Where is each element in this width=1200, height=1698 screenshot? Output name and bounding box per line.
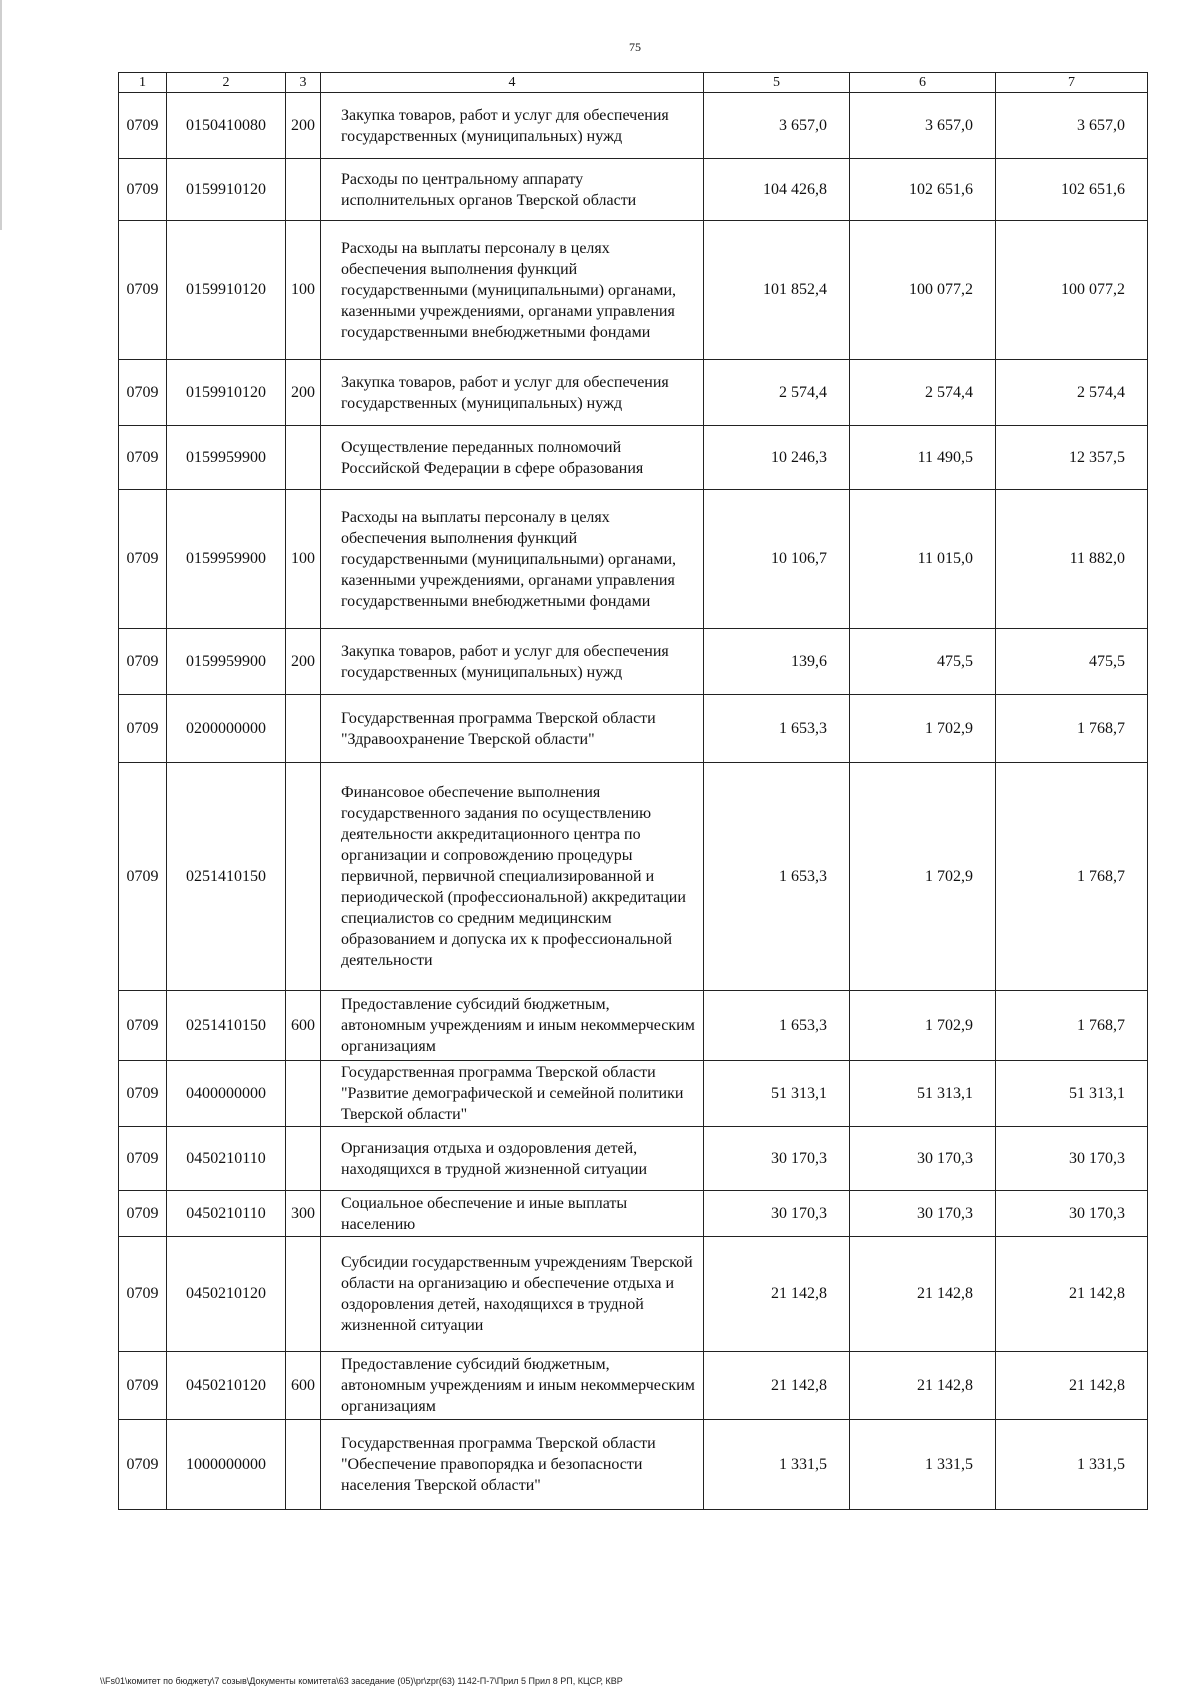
description-cell: Осуществление переданных полномочий Российской Федерации в сфере образования (321, 426, 704, 490)
amount-col7-cell: 102 651,6 (996, 159, 1148, 221)
description-cell: Организация отдыха и оздоровления детей, находящихся в трудной жизненной ситуации (321, 1127, 704, 1191)
expense-type-cell (286, 1420, 321, 1510)
section-cell: 0709 (119, 490, 167, 629)
table-row (119, 1352, 1148, 1420)
amount-col7-cell: 30 170,3 (996, 1191, 1148, 1237)
target-code-cell: 0159910120 (167, 159, 286, 221)
header-row (119, 73, 1148, 93)
section-cell: 0709 (119, 695, 167, 763)
scan-edge-mark (0, 0, 2, 230)
amount-col6-cell: 3 657,0 (850, 93, 996, 159)
expense-type-cell (286, 159, 321, 221)
amount-col6-cell: 1 702,9 (850, 991, 996, 1061)
amount-col7-cell: 11 882,0 (996, 490, 1148, 629)
expense-type-cell (286, 763, 321, 991)
amount-col7-cell: 12 357,5 (996, 426, 1148, 490)
expense-type-cell (286, 1127, 321, 1191)
description-cell: Финансовое обеспечение выполнения государственного задания по осуществлению деятельности аккредитационного центра по организации и сопровождению процедуры первичной, первичной специализированной и периодической (профессиональной) аккредитации специалистов со средним медицинским образованием и допуска их к профессиональной деятельности (321, 763, 704, 991)
expense-type-cell: 200 (286, 93, 321, 159)
amount-col6-cell: 102 651,6 (850, 159, 996, 221)
target-code-cell: 0159959900 (167, 490, 286, 629)
amount-col5-cell: 10 106,7 (704, 490, 850, 629)
target-code-cell: 0450210110 (167, 1127, 286, 1191)
expense-type-cell (286, 695, 321, 763)
amount-col7-cell: 1 768,7 (996, 763, 1148, 991)
description-cell: Закупка товаров, работ и услуг для обеспечения государственных (муниципальных) нужд (321, 360, 704, 426)
amount-col6-cell: 475,5 (850, 629, 996, 695)
table-row (119, 159, 1148, 221)
description-cell: Субсидии государственным учреждениям Тверской области на организацию и обеспечение отдыха и оздоровления детей, находящихся в трудной жизненной ситуации (321, 1237, 704, 1352)
section-cell: 0709 (119, 991, 167, 1061)
header-col-3: 3 (286, 73, 321, 93)
amount-col6-cell: 100 077,2 (850, 221, 996, 360)
amount-col6-cell: 21 142,8 (850, 1352, 996, 1420)
expense-type-cell: 200 (286, 629, 321, 695)
description-cell: Государственная программа Тверской области "Обеспечение правопорядка и безопасности населения Тверской области" (321, 1420, 704, 1510)
description-cell: Закупка товаров, работ и услуг для обеспечения государственных (муниципальных) нужд (321, 629, 704, 695)
amount-col6-cell: 1 702,9 (850, 763, 996, 991)
expense-type-cell: 200 (286, 360, 321, 426)
table-row (119, 1127, 1148, 1191)
amount-col7-cell: 1 331,5 (996, 1420, 1148, 1510)
amount-col5-cell: 10 246,3 (704, 426, 850, 490)
amount-col5-cell: 101 852,4 (704, 221, 850, 360)
header-col-2: 2 (167, 73, 286, 93)
amount-col6-cell: 21 142,8 (850, 1237, 996, 1352)
section-cell: 0709 (119, 629, 167, 695)
target-code-cell: 1000000000 (167, 1420, 286, 1510)
section-cell: 0709 (119, 159, 167, 221)
expense-type-cell: 600 (286, 991, 321, 1061)
header-col-5: 5 (704, 73, 850, 93)
header-col-6: 6 (850, 73, 996, 93)
table-row (119, 426, 1148, 490)
target-code-cell: 0450210110 (167, 1191, 286, 1237)
description-cell: Предоставление субсидий бюджетным, автономным учреждениям и иным некоммерческим организациям (321, 991, 704, 1061)
amount-col7-cell: 475,5 (996, 629, 1148, 695)
amount-col5-cell: 30 170,3 (704, 1191, 850, 1237)
amount-col7-cell: 30 170,3 (996, 1127, 1148, 1191)
amount-col6-cell: 1 702,9 (850, 695, 996, 763)
amount-col5-cell: 21 142,8 (704, 1237, 850, 1352)
amount-col7-cell: 2 574,4 (996, 360, 1148, 426)
section-cell: 0709 (119, 1127, 167, 1191)
section-cell: 0709 (119, 93, 167, 159)
amount-col5-cell: 2 574,4 (704, 360, 850, 426)
file-path-footer: \\Fs01\комитет по бюджету\7 созыв\Документы комитета\63 заседание (05)\pr\zpr(63) 1142-П-7\Прил 5 Прил 8 РП, КЦСР, КВР (100, 1676, 623, 1686)
amount-col6-cell: 30 170,3 (850, 1191, 996, 1237)
section-cell: 0709 (119, 1352, 167, 1420)
table-row (119, 490, 1148, 629)
table-row (119, 695, 1148, 763)
amount-col5-cell: 1 653,3 (704, 763, 850, 991)
target-code-cell: 0159910120 (167, 221, 286, 360)
section-cell: 0709 (119, 360, 167, 426)
table-row (119, 93, 1148, 159)
amount-col6-cell: 30 170,3 (850, 1127, 996, 1191)
amount-col7-cell: 1 768,7 (996, 991, 1148, 1061)
table-row (119, 221, 1148, 360)
table-row (119, 629, 1148, 695)
section-cell: 0709 (119, 1420, 167, 1510)
target-code-cell: 0400000000 (167, 1061, 286, 1127)
table-row (119, 1237, 1148, 1352)
amount-col6-cell: 1 331,5 (850, 1420, 996, 1510)
description-cell: Закупка товаров, работ и услуг для обеспечения государственных (муниципальных) нужд (321, 93, 704, 159)
section-cell: 0709 (119, 426, 167, 490)
amount-col5-cell: 1 653,3 (704, 991, 850, 1061)
description-cell: Расходы на выплаты персоналу в целях обеспечения выполнения функций государственными (муниципальными) органами, казенными учреждениями, органами управления государственными внебюджетными фондами (321, 490, 704, 629)
target-code-cell: 0251410150 (167, 763, 286, 991)
target-code-cell: 0159910120 (167, 360, 286, 426)
amount-col5-cell: 51 313,1 (704, 1061, 850, 1127)
amount-col6-cell: 51 313,1 (850, 1061, 996, 1127)
amount-col6-cell: 11 490,5 (850, 426, 996, 490)
target-code-cell: 0450210120 (167, 1237, 286, 1352)
amount-col5-cell: 1 653,3 (704, 695, 850, 763)
section-cell: 0709 (119, 1191, 167, 1237)
amount-col7-cell: 21 142,8 (996, 1237, 1148, 1352)
amount-col5-cell: 30 170,3 (704, 1127, 850, 1191)
table-row (119, 1061, 1148, 1127)
amount-col5-cell: 104 426,8 (704, 159, 850, 221)
amount-col6-cell: 2 574,4 (850, 360, 996, 426)
table-row (119, 360, 1148, 426)
table-row (119, 763, 1148, 991)
amount-col7-cell: 1 768,7 (996, 695, 1148, 763)
expense-type-cell: 100 (286, 221, 321, 360)
header-col-7: 7 (996, 73, 1148, 93)
table-row (119, 1420, 1148, 1510)
expense-type-cell: 100 (286, 490, 321, 629)
budget-table (118, 72, 1148, 1510)
section-cell: 0709 (119, 1237, 167, 1352)
amount-col5-cell: 21 142,8 (704, 1352, 850, 1420)
amount-col5-cell: 3 657,0 (704, 93, 850, 159)
header-col-1: 1 (119, 73, 167, 93)
target-code-cell: 0251410150 (167, 991, 286, 1061)
expense-type-cell: 600 (286, 1352, 321, 1420)
expense-type-cell: 300 (286, 1191, 321, 1237)
amount-col6-cell: 11 015,0 (850, 490, 996, 629)
description-cell: Расходы на выплаты персоналу в целях обеспечения выполнения функций государственными (муниципальными) органами, казенными учреждениями, органами управления государственными внебюджетными фондами (321, 221, 704, 360)
header-col-4: 4 (321, 73, 704, 93)
description-cell: Расходы по центральному аппарату исполнительных органов Тверской области (321, 159, 704, 221)
table-row (119, 1191, 1148, 1237)
page-number: 75 (629, 40, 641, 54)
target-code-cell: 0159959900 (167, 426, 286, 490)
section-cell: 0709 (119, 221, 167, 360)
table-row (119, 991, 1148, 1061)
expense-type-cell (286, 426, 321, 490)
target-code-cell: 0159959900 (167, 629, 286, 695)
expense-type-cell (286, 1237, 321, 1352)
target-code-cell: 0150410080 (167, 93, 286, 159)
amount-col5-cell: 139,6 (704, 629, 850, 695)
target-code-cell: 0450210120 (167, 1352, 286, 1420)
expense-type-cell (286, 1061, 321, 1127)
description-cell: Государственная программа Тверской области "Развитие демографической и семейной политики Тверской области" (321, 1061, 704, 1127)
target-code-cell: 0200000000 (167, 695, 286, 763)
amount-col7-cell: 100 077,2 (996, 221, 1148, 360)
amount-col7-cell: 21 142,8 (996, 1352, 1148, 1420)
description-cell: Государственная программа Тверской области "Здравоохранение Тверской области" (321, 695, 704, 763)
description-cell: Предоставление субсидий бюджетным, автономным учреждениям и иным некоммерческим организациям (321, 1352, 704, 1420)
amount-col7-cell: 51 313,1 (996, 1061, 1148, 1127)
description-cell: Социальное обеспечение и иные выплаты населению (321, 1191, 704, 1237)
amount-col7-cell: 3 657,0 (996, 93, 1148, 159)
section-cell: 0709 (119, 1061, 167, 1127)
section-cell: 0709 (119, 763, 167, 991)
amount-col5-cell: 1 331,5 (704, 1420, 850, 1510)
